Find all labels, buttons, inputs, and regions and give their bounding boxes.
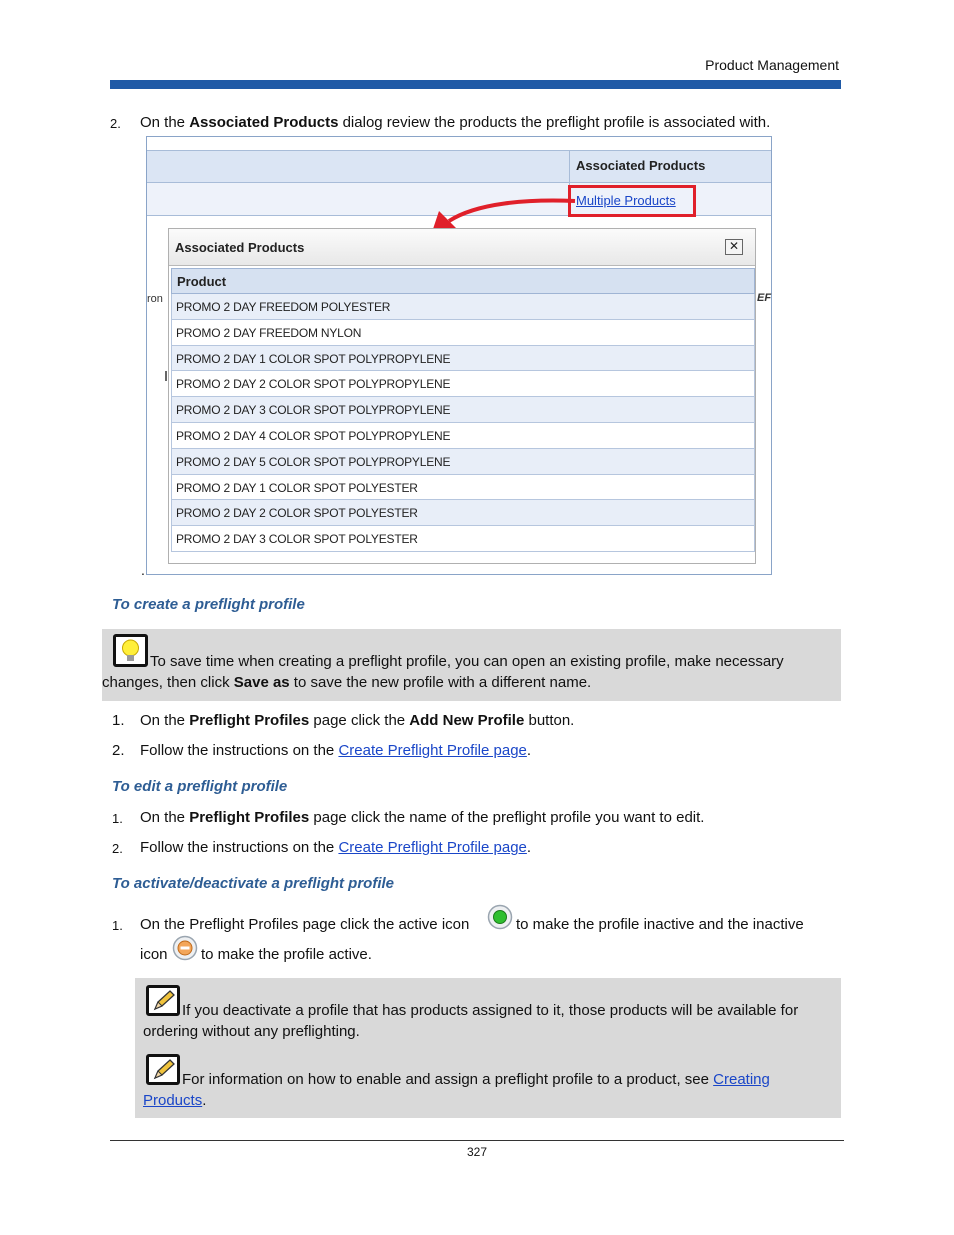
- step-number: 2.: [112, 841, 123, 856]
- green-dot-icon: [487, 904, 513, 930]
- step-text: On the Preflight Profiles page click the name of the preflight profile you want to edit.: [140, 809, 705, 826]
- table-row[interactable]: PROMO 2 DAY FREEDOM NYLON: [171, 320, 755, 346]
- step-text: On the Associated Products dialog review the products the preflight profile is associated with.: [140, 114, 771, 131]
- minus-circle-icon: [172, 935, 198, 961]
- running-header: Product Management: [705, 57, 839, 73]
- step-number: 2.: [110, 116, 121, 131]
- step-text: On the Preflight Profiles page click the Add New Profile button.: [140, 712, 575, 729]
- step-number: 2.: [112, 742, 125, 759]
- stray-dot: .: [141, 562, 145, 578]
- step-text: icon: [140, 946, 168, 963]
- procedure-heading: To edit a preflight profile: [112, 778, 288, 795]
- procedure-heading: To activate/deactivate a preflight profile: [112, 875, 395, 892]
- associated-products-column-header: Associated Products: [569, 151, 771, 182]
- cut-off-text: EF: [757, 292, 772, 304]
- creating-products-link[interactable]: Creating Products: [143, 1071, 770, 1109]
- note-text: If you deactivate a profile that has products assigned to it, those products will be available for ordering without any preflighting.: [143, 1002, 799, 1040]
- step-text: Follow the instructions on the Create Preflight Profile page.: [140, 839, 532, 856]
- table-row[interactable]: PROMO 2 DAY 1 COLOR SPOT POLYESTER: [171, 475, 755, 501]
- step-number: 1.: [112, 811, 123, 826]
- associated-products-screenshot: [146, 136, 772, 575]
- cut-off-text: ron: [147, 293, 163, 305]
- page-number: 327: [466, 1145, 488, 1159]
- tip-text: To save time when creating a preflight profile, you can open an existing profile, make necessary changes, then click Save as to save the new profile with a different name.: [102, 653, 784, 691]
- products-table: [171, 268, 755, 552]
- note-box: [135, 978, 841, 1118]
- table-row[interactable]: PROMO 2 DAY 5 COLOR SPOT POLYPROPYLENE: [171, 449, 755, 475]
- multiple-products-link[interactable]: Multiple Products: [568, 185, 696, 217]
- note-text: For information on how to enable and assign a preflight profile to a product, see Creating Products.: [143, 1071, 770, 1109]
- table-row[interactable]: PROMO 2 DAY 3 COLOR SPOT POLYESTER: [171, 526, 755, 552]
- step-text: On the Preflight Profiles page click the active icon: [140, 916, 470, 933]
- tip-box: [102, 629, 841, 701]
- table-row[interactable]: PROMO 2 DAY 1 COLOR SPOT POLYPROPYLENE: [171, 346, 755, 372]
- header-rule: [110, 80, 841, 89]
- table-row[interactable]: PROMO 2 DAY 3 COLOR SPOT POLYPROPYLENE: [171, 397, 755, 423]
- table-row[interactable]: PROMO 2 DAY 2 COLOR SPOT POLYPROPYLENE: [171, 371, 755, 397]
- step-number: 1.: [112, 918, 123, 933]
- associated-products-dialog: [168, 228, 756, 564]
- grid-header-row: [147, 150, 771, 183]
- procedure-heading: To create a preflight profile: [112, 596, 305, 613]
- dialog-title: Associated Products: [169, 229, 755, 266]
- step-text: to make the profile active.: [201, 946, 372, 963]
- create-preflight-profile-link[interactable]: Create Preflight Profile page: [338, 839, 527, 856]
- product-column-header: Product: [171, 268, 755, 294]
- create-preflight-profile-link[interactable]: Create Preflight Profile page: [338, 742, 527, 759]
- step-text: to make the profile inactive and the inactive: [516, 916, 804, 933]
- step-number: 1.: [112, 712, 125, 729]
- table-row[interactable]: PROMO 2 DAY 2 COLOR SPOT POLYESTER: [171, 500, 755, 526]
- table-row[interactable]: PROMO 2 DAY FREEDOM POLYESTER: [171, 294, 755, 320]
- table-row[interactable]: PROMO 2 DAY 4 COLOR SPOT POLYPROPYLENE: [171, 423, 755, 449]
- close-icon[interactable]: ✕: [725, 239, 743, 255]
- footer-rule: [110, 1140, 844, 1141]
- step-text: Follow the instructions on the Create Preflight Profile page.: [140, 742, 532, 759]
